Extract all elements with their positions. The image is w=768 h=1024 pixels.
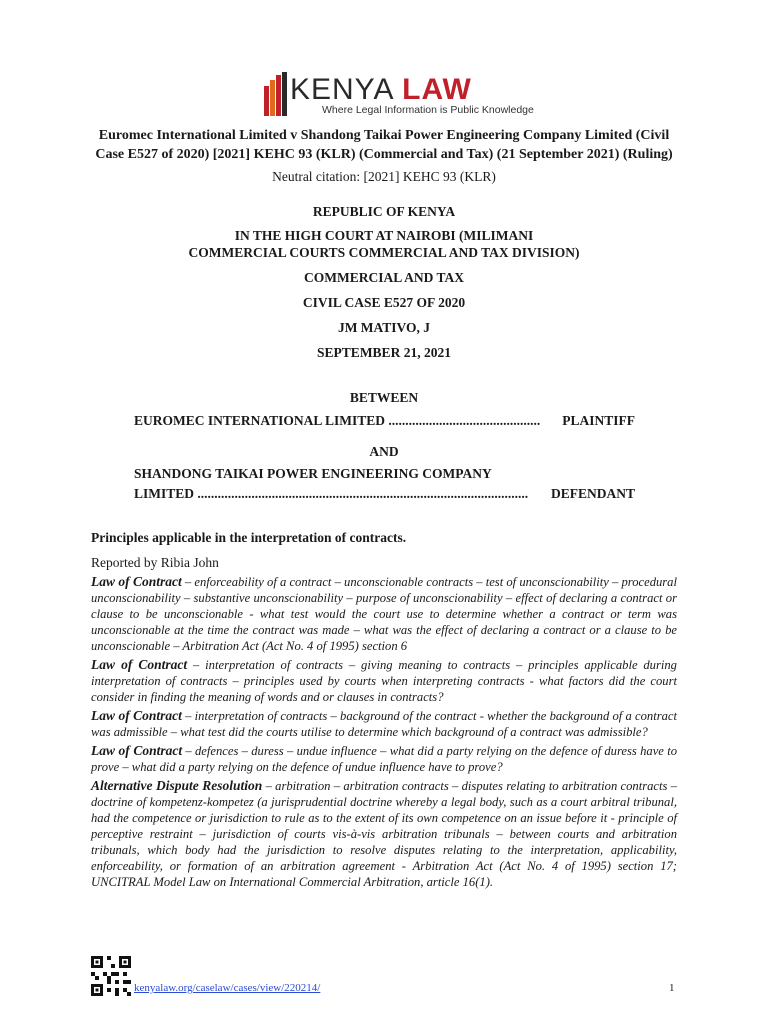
division-heading: COMMERCIAL AND TAX (303, 270, 464, 285)
republic-heading: REPUBLIC OF KENYA (312, 204, 456, 219)
plaintiff-block (134, 411, 635, 431)
logo-kenya-text: KENYA (290, 73, 393, 106)
catchword-heading: Law of Contract (91, 574, 182, 589)
catchword-paragraph (91, 657, 677, 705)
court-name (90, 227, 678, 261)
defendant-line-1: SHANDONG TAIKAI POWER ENGINEERING COMPANY (134, 466, 492, 481)
and-heading: AND (369, 444, 399, 459)
logo-law-text: LAW (402, 73, 472, 106)
judge-name: JM MATIVO, J (337, 320, 431, 335)
catchword-heading: Law of Contract (91, 657, 188, 672)
principles-heading: Principles applicable in the interpretation of contracts. (91, 530, 407, 545)
catchword-paragraph (91, 743, 677, 775)
catchword-heading: Law of Contract (91, 708, 182, 723)
kenya-law-emblem-icon (262, 72, 288, 116)
catchword-heading: Alternative Dispute Resolution (91, 778, 263, 793)
reported-by: Reported by Ribia John (91, 555, 219, 570)
catchword-paragraph (91, 778, 677, 890)
defendant-role: DEFENDANT (550, 486, 635, 501)
court-line-1: IN THE HIGH COURT AT NAIROBI (MILIMANI (234, 228, 534, 243)
ruling-date: SEPTEMBER 21, 2021 (317, 345, 451, 360)
catchword-heading: Law of Contract (91, 743, 183, 758)
catchword-body: – interpretation of contracts – giving meaning to contracts – principles applicable during interpretation of contracts – principles used by courts when interpreting contracts - what factors did the court consider in finding the meaning of words and or clauses in contracts? (91, 658, 677, 704)
catchwords-section (91, 574, 677, 893)
catchword-paragraph (91, 574, 677, 654)
case-number: CIVIL CASE E527 OF 2020 (302, 295, 466, 310)
kenya-law-logo (262, 72, 534, 122)
page-number: 1 (669, 982, 675, 994)
logo-wordmark (290, 74, 472, 106)
defendant-name: LIMITED .................................................................................................. (134, 486, 529, 501)
defendant-block (134, 464, 635, 504)
court-line-2: COMMERCIAL COURTS COMMERCIAL AND TAX DIVISION) (188, 245, 580, 260)
catchword-body: – enforceability of a contract – unconscionable contracts – test of unconscionability – procedural unconscionability – substantive unconscionability – purpose of unconscionability – effect of declaring a contract or clause to be unconscionable - what test would the court use to determine whether a contract or term was unconscionable at the time the contract was made – what was the effect of declaring a contract or a clause to be unconscionable – Arbitration Act (Act No. 4 of 1995) section 6 (91, 575, 677, 653)
qr-code-icon (91, 956, 131, 996)
case-url-link[interactable]: kenyalaw.org/caselaw/cases/view/220214/ (134, 982, 321, 994)
logo-tagline: Where Legal Information is Public Knowledge (322, 104, 534, 116)
plaintiff-role: PLAINTIFF (562, 413, 635, 428)
case-title: Euromec International Limited v Shandong Taikai Power Engineering Company Limited (Civil Case E527 of 2020) [2021] KEHC 93 (KLR) (Commercial and Tax) (21 September 2021) (Ruling) (95, 128, 673, 162)
catchword-paragraph (91, 708, 677, 740)
neutral-citation: Neutral citation: [2021] KEHC 93 (KLR) (272, 169, 496, 184)
catchword-body: – defences – duress – undue influence – what did a party relying on the defence of duress have to prove – what did a party relying on the defence of undue influence have to prove? (91, 744, 677, 774)
catchword-body: – arbitration – arbitration contracts – disputes relating to arbitration contracts – doctrine of kompetenz-kompetez (a jurisprudential doctrine whereby a legal body, such as a court arbitral tribunal, had the competence or jurisdiction to rule as to the extent of its own competence on an issue before it - principle of perceptive restraint – jurisdiction of courts vis-à-vis arbitration tribunals – between courts and arbitration tribunals, which body had the jurisdiction to resolve disputes relating to the interpretation, applicability, enforceability, or formation of an arbitration agreement - Arbitration Act (Act No. 4 of 1995) section 17; UNCITRAL Model Law on International Commercial Arbitration, article 16(1). (91, 779, 677, 889)
between-heading: BETWEEN (349, 390, 419, 405)
plaintiff-name: EUROMEC INTERNATIONAL LIMITED ............................................. (134, 413, 541, 428)
catchword-body: – interpretation of contracts – background of the contract - whether the background of a contract was admissible – what test did the courts utilise to determine which background of a contract was admissible? (91, 709, 678, 739)
